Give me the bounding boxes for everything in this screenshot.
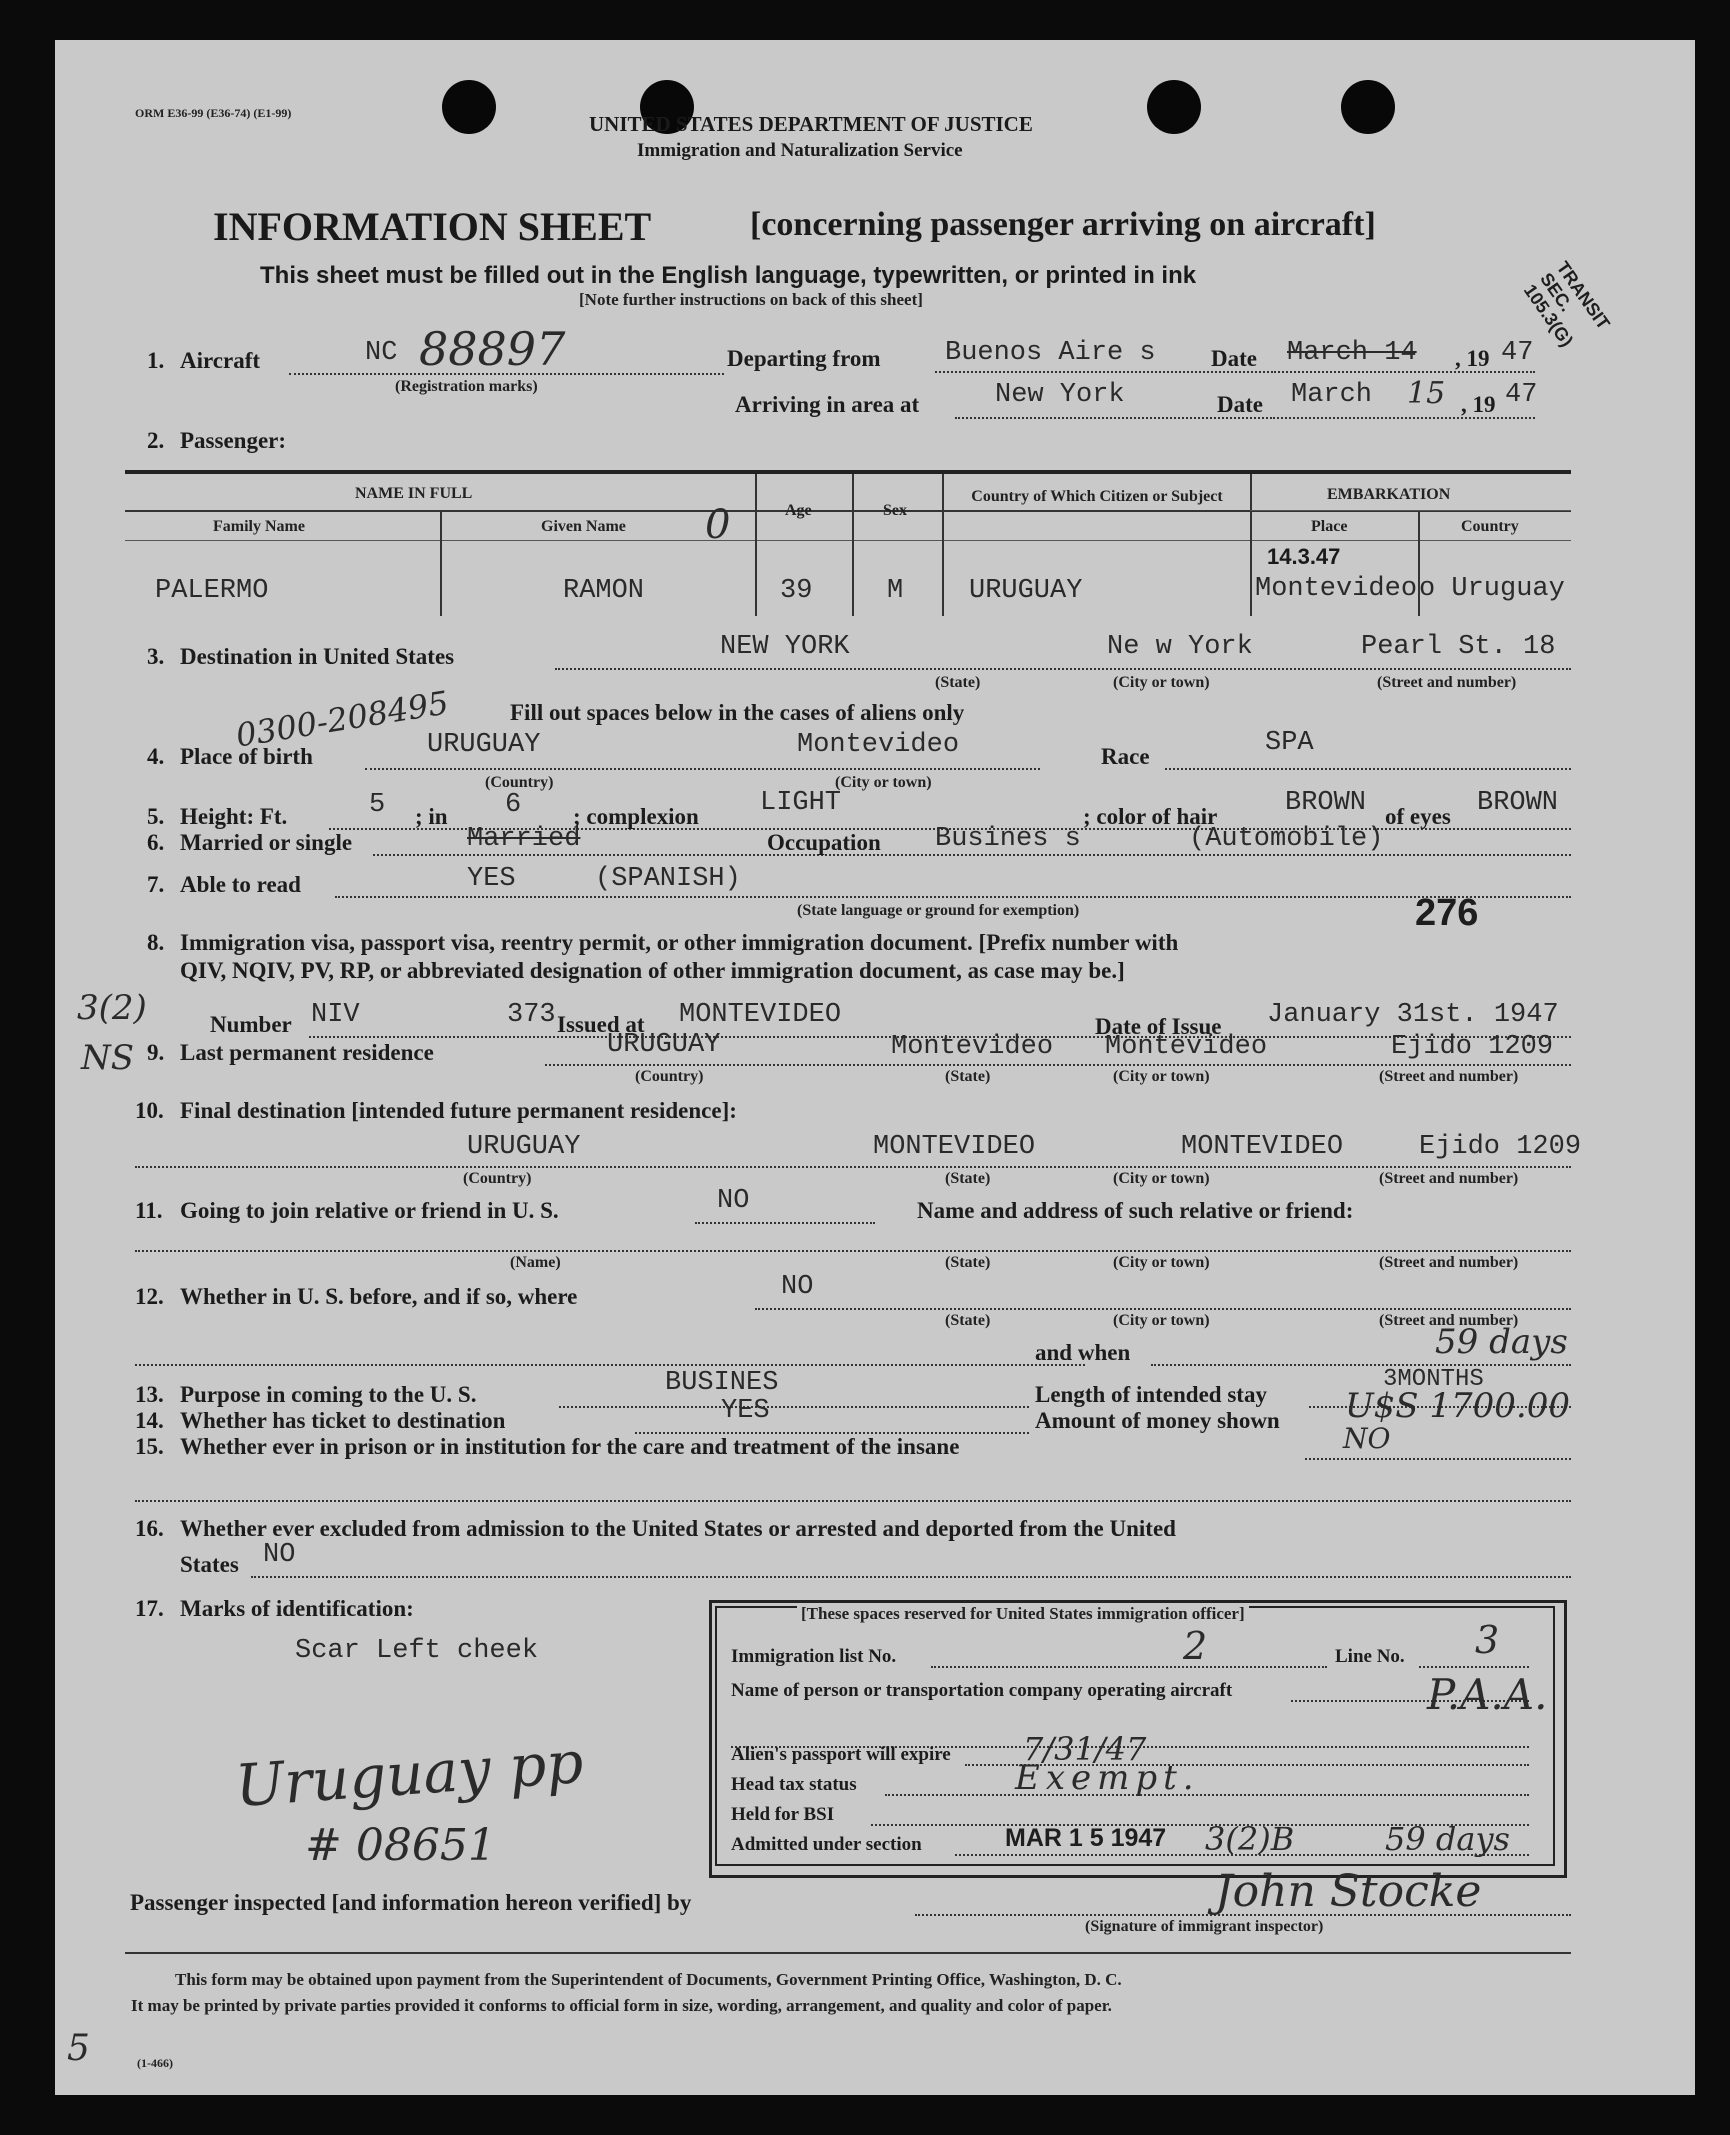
- tax-label: Head tax status: [731, 1774, 857, 1795]
- issued-value: MONTEVIDEO: [679, 1000, 842, 1030]
- issued-label: Issued at: [557, 1012, 645, 1037]
- instruction-note: [Note further instructions on back of this sheet]: [579, 290, 923, 309]
- purpose-value: BUSINES: [665, 1368, 779, 1398]
- identification-value: Scar Left cheek: [295, 1636, 539, 1666]
- dotted-line: [1419, 1666, 1529, 1668]
- caption-state: (State): [945, 1068, 991, 1085]
- departing-label: Departing from: [727, 346, 881, 371]
- inspection-label: Passenger inspected [and information hereon verified] by: [130, 1890, 692, 1915]
- page-title: INFORMATION SHEET: [213, 204, 652, 249]
- last-residence-country: URUGUAY: [607, 1030, 721, 1060]
- item-number: 16.: [135, 1516, 164, 1541]
- dotted-line: [135, 1166, 1571, 1168]
- footer-rule: [125, 1952, 1571, 1954]
- table-rule: [125, 470, 1571, 474]
- caption-city: (City or town): [1113, 1068, 1210, 1085]
- table-divider: [440, 510, 442, 616]
- dotted-line: [135, 1250, 1571, 1252]
- excluded-value: NO: [263, 1540, 296, 1570]
- excluded-line1: Whether ever excluded from admission to the United States or arrested and deported from the United: [180, 1516, 1176, 1541]
- margin-note: 3(2): [77, 988, 147, 1028]
- footer-code: (1-466): [137, 2056, 173, 2070]
- dotted-line: [1305, 1458, 1571, 1460]
- birth-label: Place of birth: [180, 744, 313, 769]
- birth-city-value: Montevideo: [797, 730, 960, 760]
- last-residence-label: Last permanent residence: [180, 1040, 434, 1065]
- dotted-line: [251, 1576, 1571, 1578]
- birth-country-value: URUGUAY: [427, 730, 541, 760]
- sex-value: M: [887, 576, 904, 606]
- when-label: and when: [1035, 1340, 1131, 1365]
- admitted-date-stamp: MAR 1 5 1947: [1005, 1824, 1167, 1852]
- list-value: 2: [1183, 1624, 1208, 1668]
- caption-name: (Name): [510, 1254, 561, 1271]
- prison-label: Whether ever in prison or in institution for the care and treatment of the insane: [180, 1434, 960, 1459]
- departing-date-value: March 14: [1287, 338, 1417, 368]
- join-relative-value: NO: [717, 1186, 750, 1216]
- when-value: 59 days: [1435, 1322, 1568, 1362]
- race-label: Race: [1101, 744, 1150, 769]
- last-residence-state: Montevideo: [891, 1032, 1054, 1062]
- arriving-year-value: 47: [1505, 380, 1538, 410]
- given-name-mark: 0: [705, 502, 731, 548]
- final-street-value: Ejido 1209: [1419, 1132, 1582, 1162]
- previous-visit-label: Whether in U. S. before, and if so, where: [180, 1284, 578, 1309]
- table-rule: [1250, 510, 1571, 511]
- read-value: YES: [467, 864, 516, 894]
- line-value: 3: [1475, 1618, 1500, 1662]
- header-family-name: Family Name: [213, 518, 305, 535]
- arriving-at-value: New York: [995, 380, 1125, 410]
- dotted-line: [335, 896, 1571, 898]
- item-number: 9.: [147, 1040, 165, 1065]
- citizen-value: URUGUAY: [969, 576, 1083, 606]
- caption-city: (City or town): [1113, 1170, 1210, 1187]
- department-title: UNITED STATES DEPARTMENT OF JUSTICE: [589, 112, 1033, 136]
- header-embarkation: EMBARKATION: [1327, 486, 1451, 503]
- transit-stamp: TRANSIT SEC. 105.3(G): [1519, 257, 1614, 351]
- item-number: 17.: [135, 1596, 164, 1621]
- caption-street: (Street and number): [1379, 1254, 1519, 1271]
- inches-label: ; in: [415, 804, 448, 829]
- registration-caption: (Registration marks): [395, 378, 538, 395]
- table-rule: [125, 540, 1571, 541]
- corner-mark: 5: [67, 2028, 90, 2069]
- dotted-line: [695, 1222, 875, 1224]
- dotted-line: [1271, 371, 1535, 373]
- stamp-number: 276: [1415, 892, 1479, 934]
- final-country-value: URUGUAY: [467, 1132, 581, 1162]
- arriving-date-value: March: [1291, 380, 1373, 410]
- admitted-section-value: 3(2)B: [1205, 1820, 1295, 1858]
- dotted-line: [1151, 1364, 1571, 1366]
- departing-date-label: Date: [1211, 346, 1257, 371]
- embark-date-value: 14.3.47: [1267, 544, 1341, 569]
- dotted-line: [135, 1500, 1571, 1502]
- height-label: Height: Ft.: [180, 804, 288, 829]
- departing-year-value: 47: [1501, 338, 1534, 368]
- inspector-signature: John Stocke: [1215, 1866, 1482, 1917]
- header-citizen: Country of Which Citizen or Subject: [971, 488, 1223, 505]
- dotted-line: [365, 768, 1040, 770]
- caption-state: (State): [945, 1170, 991, 1187]
- header-given-name: Given Name: [541, 518, 626, 535]
- form-number: ORM E36-99 (E36-74) (E1-99): [135, 106, 292, 120]
- line-label: Line No.: [1335, 1646, 1405, 1667]
- arriving-year-prefix: , 19: [1461, 392, 1496, 417]
- item-number: 8.: [147, 930, 165, 955]
- destination-city-value: Ne w York: [1107, 632, 1253, 662]
- service-title: Immigration and Naturalization Service: [637, 140, 963, 161]
- header-name-in-full: NAME IN FULL: [355, 485, 473, 502]
- item-number: 10.: [135, 1098, 164, 1123]
- item-number: 6.: [147, 830, 165, 855]
- prison-value: NO: [1343, 1422, 1391, 1455]
- departing-year-prefix: , 19: [1455, 346, 1490, 371]
- date-issue-label: Date of Issue: [1095, 1014, 1222, 1039]
- header-age: Age: [785, 502, 812, 519]
- previous-visit-value: NO: [781, 1272, 814, 1302]
- destination-label: Destination in United States: [180, 644, 455, 669]
- embark-country-value: o Uruguay: [1419, 574, 1565, 604]
- footer-line1: This form may be obtained upon payment from the Superintendent of Documents, Government Printing Office, Washington, D. C.: [175, 1970, 1122, 1989]
- caption-state: (State): [935, 674, 981, 691]
- embark-place-value: Montevideo: [1255, 574, 1418, 604]
- eyes-value: BROWN: [1477, 788, 1559, 818]
- item-number: 11.: [135, 1198, 163, 1223]
- caption-city: (City or town): [1113, 1254, 1210, 1271]
- ticket-label: Whether has ticket to destination: [180, 1408, 506, 1433]
- date-issue-value: January 31st. 1947: [1267, 1000, 1559, 1030]
- caption-street: (Street and number): [1379, 1068, 1519, 1085]
- dotted-line: [373, 854, 1571, 856]
- tax-value: Exempt.: [1015, 1758, 1200, 1798]
- hair-label: ; color of hair: [1083, 804, 1218, 829]
- caption-state: (State): [945, 1312, 991, 1329]
- header-sex: Sex: [883, 502, 907, 519]
- read-language: (SPANISH): [595, 864, 741, 894]
- destination-street-value: Pearl St. 18: [1361, 632, 1556, 662]
- join-relative-label: Going to join relative or friend in U. S.: [180, 1198, 559, 1223]
- caption-city: (City or town): [1113, 1312, 1210, 1329]
- dotted-line: [931, 1666, 1327, 1668]
- table-divider: [1250, 474, 1252, 616]
- page-subtitle: [concerning passenger arriving on aircraft]: [750, 206, 1376, 243]
- number-label: Number: [210, 1012, 292, 1037]
- final-destination-label: Final destination [intended future permanent residence]:: [180, 1098, 737, 1123]
- admitted-label: Admitted under section: [731, 1834, 922, 1855]
- header-place: Place: [1311, 518, 1348, 535]
- punch-hole: [1341, 80, 1395, 134]
- caption-street: (Street and number): [1379, 1312, 1519, 1329]
- money-value: U$S 1700.00: [1345, 1386, 1570, 1426]
- arriving-day-value: 15: [1407, 376, 1446, 411]
- read-label: Able to read: [180, 872, 301, 897]
- dotted-line: [1277, 417, 1535, 419]
- item-number: 1.: [147, 348, 165, 373]
- admitted-days-value: 59 days: [1385, 1820, 1510, 1858]
- dotted-line: [555, 668, 1571, 670]
- dotted-line: [755, 1308, 1571, 1310]
- document-line2: QIV, NQIV, PV, RP, or abbreviated designation of other immigration document, as case may be.]: [180, 958, 1125, 983]
- signature-caption: (Signature of immigrant inspector): [1085, 1918, 1324, 1935]
- item-number: 14.: [135, 1408, 164, 1433]
- passport-label: Alien's passport will expire: [731, 1744, 951, 1765]
- caption-street: (Street and number): [1377, 674, 1517, 691]
- last-residence-street: Ejido 1209: [1391, 1032, 1554, 1062]
- final-state-value: MONTEVIDEO: [873, 1132, 1036, 1162]
- inches-value: 6: [505, 790, 522, 820]
- stay-label: Length of intended stay: [1035, 1382, 1267, 1407]
- departing-from-value: Buenos Aire s: [945, 338, 1156, 368]
- header-country: Country: [1461, 518, 1519, 535]
- excluded-line2: States: [180, 1552, 239, 1577]
- item-number: 4.: [147, 744, 165, 769]
- dotted-line: [545, 1064, 1571, 1066]
- punch-hole: [442, 80, 496, 134]
- marital-value: Married: [467, 824, 581, 854]
- punch-hole: [1147, 80, 1201, 134]
- bsi-label: Held for BSI: [731, 1804, 835, 1825]
- dotted-line: [885, 1794, 1529, 1796]
- aliens-only-heading: Fill out spaces below in the cases of aliens only: [510, 700, 965, 725]
- purpose-label: Purpose in coming to the U. S.: [180, 1382, 477, 1407]
- ticket-value: YES: [721, 1396, 770, 1426]
- item-number: 2.: [147, 428, 165, 453]
- instruction-text: This sheet must be filled out in the English language, typewritten, or printed in ink: [260, 262, 1197, 289]
- occupation-detail: (Automobile): [1189, 824, 1384, 854]
- handwritten-file-number: 0300-208495: [233, 683, 452, 755]
- aircraft-registration: 88897: [419, 322, 566, 376]
- age-value: 39: [780, 576, 813, 606]
- handwritten-note: # 08651: [305, 1820, 496, 1871]
- complexion-value: LIGHT: [760, 788, 842, 818]
- number-prefix: NIV: [311, 1000, 360, 1030]
- given-name-value: RAMON: [563, 576, 645, 606]
- last-residence-city: Montevideo: [1105, 1032, 1268, 1062]
- dotted-line: [135, 1364, 1085, 1366]
- item-number: 3.: [147, 644, 165, 669]
- footer-line2: It may be printed by private parties provided it conforms to official form in size, wording, arrangement, and quality and color of paper.: [131, 1996, 1112, 2015]
- caption-street: (Street and number): [1379, 1170, 1519, 1187]
- table-divider: [852, 474, 854, 616]
- company-value: P.A.A.: [1427, 1670, 1548, 1719]
- passport-value: 7/31/47: [1023, 1730, 1147, 1768]
- caption-state: (State): [945, 1254, 991, 1271]
- caption-country: (Country): [463, 1170, 532, 1187]
- complexion-label: ; complexion: [573, 804, 699, 829]
- item-number: 7.: [147, 872, 165, 897]
- stay-value: 3MONTHS: [1383, 1366, 1484, 1393]
- caption-city: (City or town): [835, 774, 932, 791]
- relative-name-label: Name and address of such relative or friend:: [917, 1198, 1354, 1223]
- caption-city: (City or town): [1113, 674, 1210, 691]
- destination-state-value: NEW YORK: [720, 632, 850, 662]
- dotted-line: [1165, 768, 1571, 770]
- item-number: 5.: [147, 804, 165, 829]
- occupation-label: Occupation: [767, 830, 881, 855]
- dotted-line: [559, 1406, 1029, 1408]
- number-value: 373: [507, 1000, 556, 1030]
- officer-header: [These spaces reserved for United States immigration officer]: [797, 1604, 1249, 1624]
- occupation-value: Busines s: [935, 824, 1081, 854]
- document-line1: Immigration visa, passport visa, reentry permit, or other immigration document. [Prefix number with: [180, 930, 1179, 955]
- handwritten-note: Uruguay pp: [233, 1727, 586, 1821]
- read-caption: (State language or ground for exemption): [797, 902, 1080, 919]
- item-number: 12.: [135, 1284, 164, 1309]
- company-label: Name of person or transportation company operating aircraft: [731, 1680, 1233, 1701]
- aircraft-prefix: NC: [365, 338, 398, 368]
- passenger-label: Passenger:: [180, 428, 287, 453]
- final-city-value: MONTEVIDEO: [1181, 1132, 1344, 1162]
- arriving-label: Arriving in area at: [735, 392, 920, 417]
- list-label: Immigration list No.: [731, 1646, 897, 1667]
- table-divider: [755, 474, 757, 616]
- aircraft-label: Aircraft: [180, 348, 261, 373]
- caption-country: (Country): [485, 774, 554, 791]
- marital-label: Married or single: [180, 830, 353, 855]
- race-value: SPA: [1265, 728, 1314, 758]
- money-label: Amount of money shown: [1035, 1408, 1280, 1433]
- table-divider: [942, 474, 944, 616]
- eyes-label: of eyes: [1385, 804, 1451, 829]
- item-number: 15.: [135, 1434, 164, 1459]
- family-name-value: PALERMO: [155, 576, 269, 606]
- information-sheet: [55, 40, 1695, 2095]
- item-number: 13.: [135, 1382, 164, 1407]
- caption-country: (Country): [635, 1068, 704, 1085]
- margin-note: NS: [81, 1038, 135, 1078]
- feet-value: 5: [369, 790, 386, 820]
- hair-value: BROWN: [1285, 788, 1367, 818]
- identification-label: Marks of identification:: [180, 1596, 414, 1621]
- arriving-date-label: Date: [1217, 392, 1263, 417]
